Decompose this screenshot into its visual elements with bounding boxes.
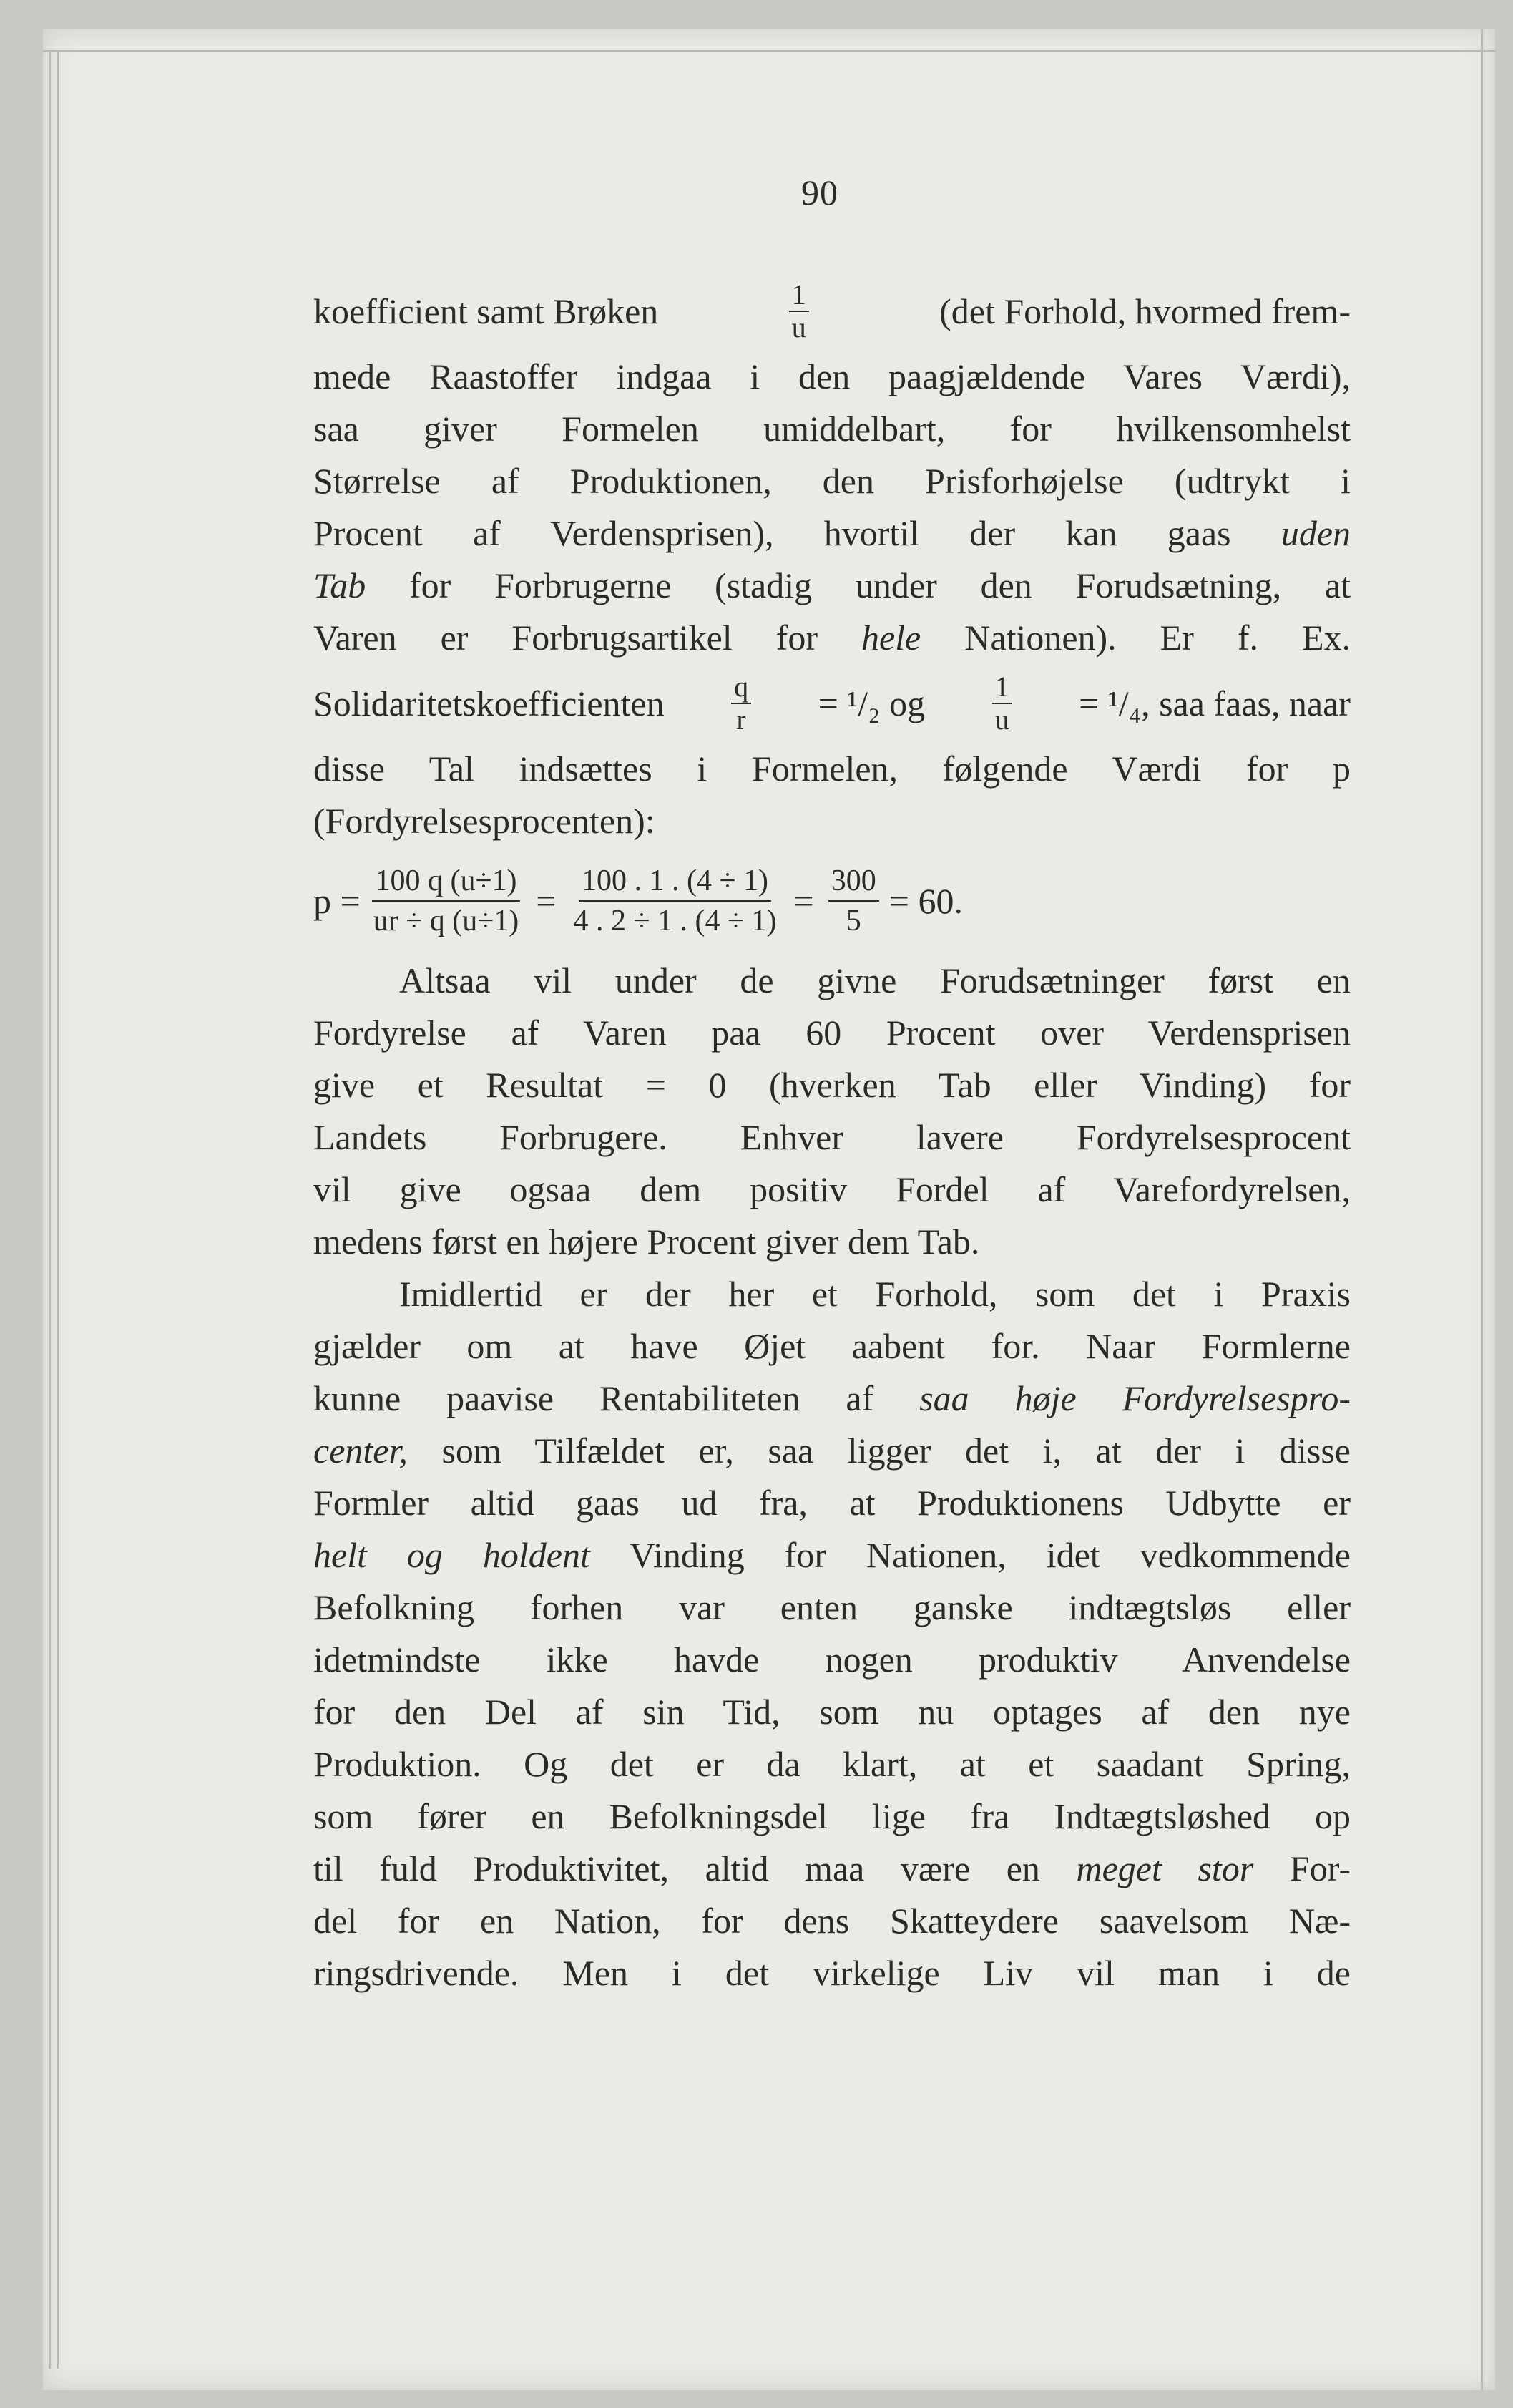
text-line: [313, 560, 1351, 612]
text-line: Landets Forbrugere. Enhver lavere Fordyrelsesprocent: [313, 1117, 1351, 1157]
fraction: [789, 279, 809, 343]
text-run: Solidaritetskoefficienten: [313, 683, 665, 723]
text-line: gjælder om at have Øjet aabent for. Naar Formlerne: [313, 1326, 1351, 1366]
fraction-numerator: 100 . 1 . (4 ÷ 1): [579, 862, 771, 902]
page-edge-line: [43, 50, 1495, 52]
text-line: saa giver Formelen umiddelbart, for hvilkensomhelst: [313, 409, 1351, 449]
text-run: (det Forhold, hvormed frem-: [939, 291, 1351, 331]
text-line: vil give ogsaa dem positiv Fordel af Varefordyrelsen,: [313, 1169, 1351, 1209]
fraction-denominator: 4 . 2 ÷ 1 . (4 ÷ 1): [573, 905, 777, 937]
page-edge-line: [49, 50, 51, 2369]
text-line: [313, 1373, 1351, 1425]
text-run: til fuld Produktivitet, altid maa være en: [313, 1848, 1040, 1888]
text-line: Formler altid gaas ud fra, at Produktionens Udbytte er: [313, 1483, 1351, 1523]
text-line: (Fordyrelsesprocenten):: [313, 801, 655, 841]
text-line: del for en Nation, for dens Skatteydere saavelsom Næ-: [313, 1901, 1351, 1941]
text-line: ringsdrivende. Men i det virkelige Liv vil man i de: [313, 1953, 1351, 1993]
text-line: [313, 507, 1351, 560]
equals-sign: =: [536, 880, 557, 921]
fraction-numerator: 1: [992, 671, 1012, 704]
text-run: for Forbrugerne (stadig under den Forudsætning, at: [409, 565, 1351, 605]
fraction-numerator: q: [731, 671, 751, 704]
italic-run: meget stor: [1076, 1848, 1254, 1888]
fraction-denominator: 5: [846, 905, 861, 937]
text-line: Størrelse af Produktionen, den Prisforhøjelse (udtrykt i: [313, 461, 1351, 501]
text-line: [313, 272, 1351, 351]
italic-run: Tab: [313, 565, 366, 605]
italic-run: saa høje Fordyrelsespro-: [919, 1378, 1351, 1418]
equals-sign: =: [793, 880, 814, 921]
page-edge-line: [1481, 29, 1483, 2390]
fraction: [731, 671, 751, 736]
text-line: mede Raastoffer indgaa i den paagjældende Vares Værdi),: [313, 356, 1351, 396]
italic-run: hele: [861, 618, 921, 658]
page-number: 90: [801, 172, 838, 213]
text-run: For-: [1289, 1848, 1351, 1888]
fraction-denominator: r: [736, 703, 746, 736]
text-run: koefficient samt Brøken: [313, 291, 659, 331]
fraction-numerator: 300: [828, 862, 879, 902]
fraction-denominator: ur ÷ q (u÷1): [373, 905, 519, 937]
fraction-denominator: u: [791, 311, 806, 343]
fraction-numerator: 1: [789, 279, 809, 312]
italic-run: uden: [1281, 513, 1351, 553]
text-line: for den Del af sin Tid, som nu optages af den nye: [313, 1692, 1351, 1732]
formula-lhs: p =: [313, 880, 361, 921]
italic-run: center,: [313, 1430, 408, 1471]
text-run: kunne paavise Rentabiliteten af: [313, 1378, 874, 1418]
text-run: Nationen). Er f. Ex.: [964, 618, 1351, 658]
formula: [313, 847, 1351, 955]
fraction: [828, 862, 879, 940]
text-run: Procent af Verdensprisen), hvortil der kan gaas: [313, 513, 1231, 553]
fraction-numerator: 100 q (u÷1): [372, 862, 519, 902]
text-line: idetmindste ikke havde nogen produktiv Anvendelse: [313, 1639, 1351, 1680]
text-line: [313, 1843, 1351, 1895]
text-line: [313, 1425, 1351, 1477]
text-run: Varen er Forbrugsartikel for: [313, 618, 818, 658]
text-run: Vinding for Nationen, idet vedkommende: [629, 1535, 1351, 1575]
text-run: = ¹/₄, saa faas, naar: [1079, 683, 1351, 723]
page-edge-line: [57, 50, 59, 2369]
text-run: som Tilfældet er, saa ligger det i, at der i disse: [441, 1430, 1351, 1471]
fraction: [992, 671, 1012, 736]
text-line: Fordyrelse af Varen paa 60 Procent over Verdensprisen: [313, 1013, 1351, 1053]
text-line: [313, 612, 1351, 664]
text-line: Produktion. Og det er da klart, at et saadant Spring,: [313, 1744, 1351, 1784]
italic-run: helt og holdent: [313, 1535, 590, 1575]
formula-result: = 60.: [888, 880, 963, 921]
text-line: disse Tal indsættes i Formelen, følgende Værdi for p: [313, 749, 1351, 789]
text-run: = ¹/₂ og: [818, 683, 926, 723]
text-line: Imidlertid er der her et Forhold, som det i Praxis: [399, 1274, 1351, 1314]
text-line: [313, 664, 1351, 743]
text-line: medens først en højere Procent giver dem Tab.: [313, 1222, 980, 1262]
fraction-denominator: u: [994, 703, 1009, 736]
fraction: [570, 862, 779, 940]
text-line: give et Resultat = 0 (hverken Tab eller Vinding) for: [313, 1065, 1351, 1105]
text-line: Befolkning forhen var enten ganske indtægtsløs eller: [313, 1587, 1351, 1627]
text-line: Altsaa vil under de givne Forudsætninger først en: [399, 960, 1351, 1000]
fraction: [371, 862, 522, 940]
text-line: [313, 1529, 1351, 1581]
body-text: [313, 272, 1351, 1999]
text-line: som fører en Befolkningsdel lige fra Indtægtsløshed op: [313, 1796, 1351, 1836]
